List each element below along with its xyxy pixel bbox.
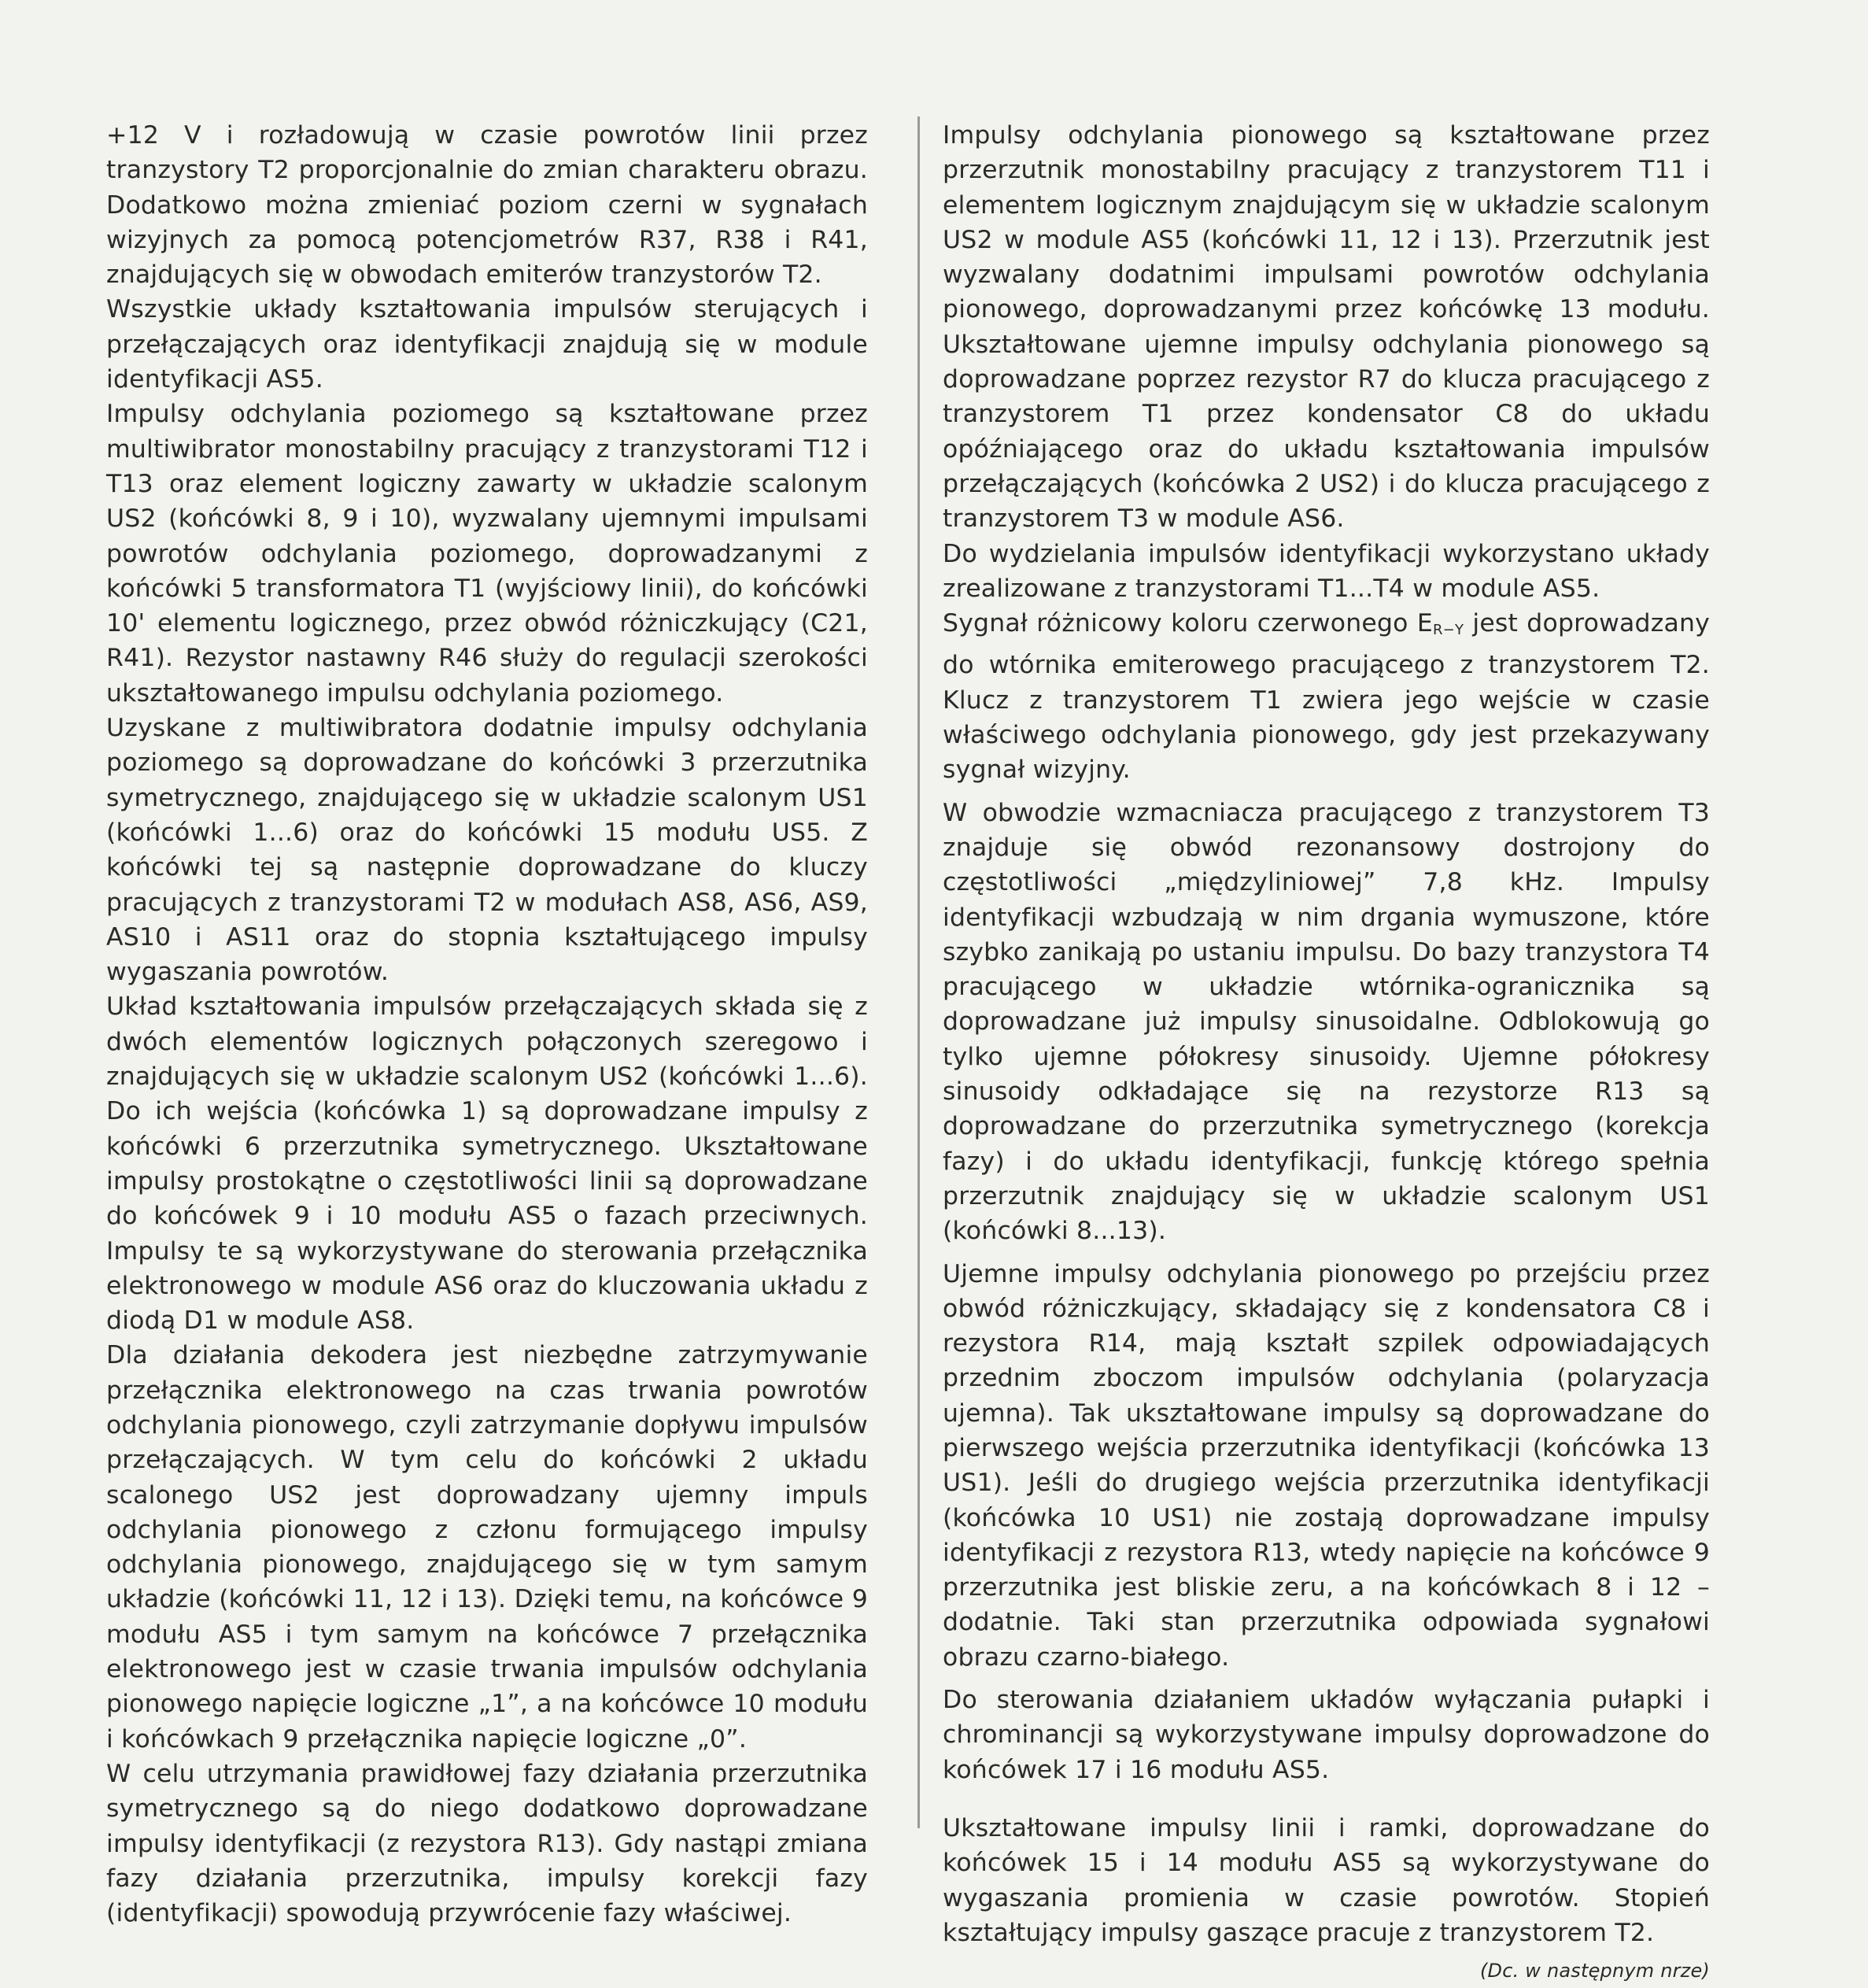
paragraph: Impulsy odchylania poziomego są kształtowane przez multiwibrator monostabilny pracujący z tranzystorami T12 i T13 oraz element logiczny zawarty w układzie scalonym US2 (końcówki 8, 9 i 10), wyzwalany ujemnymi impulsami powrotów odchylania poziomego, doprowadzanymi z końcówki 5 transformatora T1 (wyjściowy linii), do końcówki 10' elementu logicznego, przez obwód różniczkujący (C21, R41). Rezystor nastawny R46 służy do regulacji szerokości ukształtowanego impulsu odchylania poziomego. xyxy=(106,400,868,708)
continued-note: (Dc. w następnym nrze) xyxy=(1479,1960,1710,1982)
paragraph: Uzyskane z multiwibratora dodatnie impulsy odchylania poziomego są doprowadzane do końcówki 3 przerzutnika symetrycznego, znajdującego się w układzie scalonym US1 (końcówki 1...6) oraz do końcówki 15 modułu US5. Z końcówki tej są następnie doprowadzane do kluczy pracujących z tranzystorami T2 w modułach AS8, AS6, AS9, AS10 i AS11 oraz do stopnia kształtującego impulsy wygaszania powrotów. xyxy=(106,714,868,987)
paragraph: Dla działania dekodera jest niezbędne zatrzymywanie przełącznika elektronowego na czas trwania powrotów odchylania pionowego, czyli zatrzymanie dopływu impulsów przełączających. W tym celu do końcówki 2 układu scalonego US2 jest doprowadzany ujemny impuls odchylania pionowego z członu formującego impulsy odchylania pionowego, znajdującego się w tym samym układzie (końcówki 11, 12 i 13). Dzięki temu, na końcówce 9 modułu AS5 i tym samym na końcówce 7 przełącznika elektronowego jest w czasie trwania impulsów odchylania pionowego napięcie logiczne „1”, a na końcówce 10 modułu i końcówkach 9 przełącznika napięcie logiczne „0”. xyxy=(106,1341,868,1753)
left-column xyxy=(106,118,868,1931)
paragraph xyxy=(943,1811,1710,1982)
text-run: Ukształtowane impulsy linii i ramki, doprowadzane do końcówek 15 i 14 modułu AS5 są wykorzystywane do wygaszania promienia w czasie powrotów. Stopień kształtujący impulsy gaszące pracuje z tranzystorem T2. xyxy=(943,1813,1710,1947)
subscript: R−Y xyxy=(1432,622,1464,639)
text-run: jest doprowadzany do wtórnika emiterowego pracującego z tranzystorem T2. Klucz z tranzystorem T1 zwiera jego wejście w czasie właściwego odchylania pionowego, gdy jest przekazywany sygnał wizyjny. xyxy=(943,609,1710,785)
paragraph: +12 V i rozładowują w czasie powrotów linii przez tranzystory T2 proporcjonalnie do zmian charakteru obrazu. Dodatkowo można zmieniać poziom czerni w sygnałach wizyjnych za pomocą potencjometrów R37, R38 i R41, znajdujących się w obwodach emiterów tranzystorów T2. xyxy=(106,121,868,290)
paragraph: Do wydzielania impulsów identyfikacji wykorzystano układy zrealizowane z tranzystorami T1...T4 w module AS5. xyxy=(943,539,1710,603)
paragraph: Układ kształtowania impulsów przełączających składa się z dwóch elementów logicznych połączonych szeregowo i znajdujących się w układzie scalonym US2 (końcówki 1...6). Do ich wejścia (końcówka 1) są doprowadzane impulsy z końcówki 6 przerzutnika symetrycznego. Ukształtowane impulsy prostokątne o częstotliwości linii są doprowadzane do końcówek 9 i 10 modułu AS5 o fazach przeciwnych. Impulsy te są wykorzystywane do sterowania przełącznika elektronowego w module AS6 oraz do kluczowania układu z diodą D1 w module AS8. xyxy=(106,992,868,1336)
paragraph: W celu utrzymania prawidłowej fazy działania przerzutnika symetrycznego są do niego dodatkowo doprowadzane impulsy identyfikacji (z rezystora R13). Gdy nastąpi zmiana fazy działania przerzutnika, impulsy korekcji fazy (identyfikacji) spowodują przywrócenie fazy właściwej. xyxy=(106,1759,868,1928)
paragraph: W obwodzie wzmacniacza pracującego z tranzystorem T3 znajduje się obwód rezonansowy dostrojony do częstotliwości „międzyliniowej” 7,8 kHz. Impulsy identyfikacji wzbudzają w nim drgania wymuszone, które szybko zanikają po ustaniu impulsu. Do bazy tranzystora T4 pracującego w układzie wtórnika-ogranicznika są doprowadzane już impulsy sinusoidalne. Odblokowują go tylko ujemne półokresy sinusoidy. Ujemne półokresy sinusoidy odkładające się na rezystorze R13 są doprowadzane do przerzutnika symetrycznego (korekcja fazy) i do układu identyfikacji, funkcję którego spełnia przerzutnik znajdujący się w układzie scalonym US1 (końcówki 8...13). xyxy=(943,798,1710,1246)
paragraph: Do sterowania działaniem układów wyłączania pułapki i chrominancji są wykorzystywane impulsy doprowadzone do końcówek 17 i 16 modułu AS5. xyxy=(943,1686,1710,1784)
right-column xyxy=(943,118,1710,1988)
paragraph: Wszystkie układy kształtowania impulsów sterujących i przełączających oraz identyfikacji znajdują się w module identyfikacji AS5. xyxy=(106,295,868,394)
column-divider xyxy=(917,116,920,1828)
text-run: Sygnał różnicowy koloru czerwonego E xyxy=(943,609,1433,638)
paragraph: Ujemne impulsy odchylania pionowego po przejściu przez obwód różniczkujący, składający się z kondensatora C8 i rezystora R14, mają kształt szpilek odpowiadających przednim zboczom impulsów odchylania (polaryzacja ujemna). Tak ukształtowane impulsy są doprowadzane do pierwszego wejścia przerzutnika identyfikacji (końcówka 13 US1). Jeśli do drugiego wejścia przerzutnika identyfikacji (końcówka 10 US1) nie zostają doprowadzane impulsy identyfikacji z rezystora R13, wtedy napięcie na końcówce 9 przerzutnika jest bliskie zeru, a na końcówkach 8 i 12 – dodatnie. Taki stan przerzutnika odpowiada sygnałowi obrazu czarno-białego. xyxy=(943,1259,1710,1672)
paragraph xyxy=(943,606,1710,787)
paragraph: Impulsy odchylania pionowego są kształtowane przez przerzutnik monostabilny pracujący z tranzystorem T11 i elementem logicznym znajdującym się w układzie scalonym US2 w module AS5 (końcówki 11, 12 i 13). Przerzutnik jest wyzwalany dodatnimi impulsami powrotów odchylania pionowego, doprowadzanymi przez końcówkę 13 modułu. Ukształtowane ujemne impulsy odchylania pionowego są doprowadzane poprzez rezystor R7 do klucza pracującego z tranzystorem T1 przez kondensator C8 do układu opóźniającego oraz do układu kształtowania impulsów przełączających (końcówka 2 US2) i do klucza pracującego z tranzystorem T3 w module AS6. xyxy=(943,121,1710,534)
